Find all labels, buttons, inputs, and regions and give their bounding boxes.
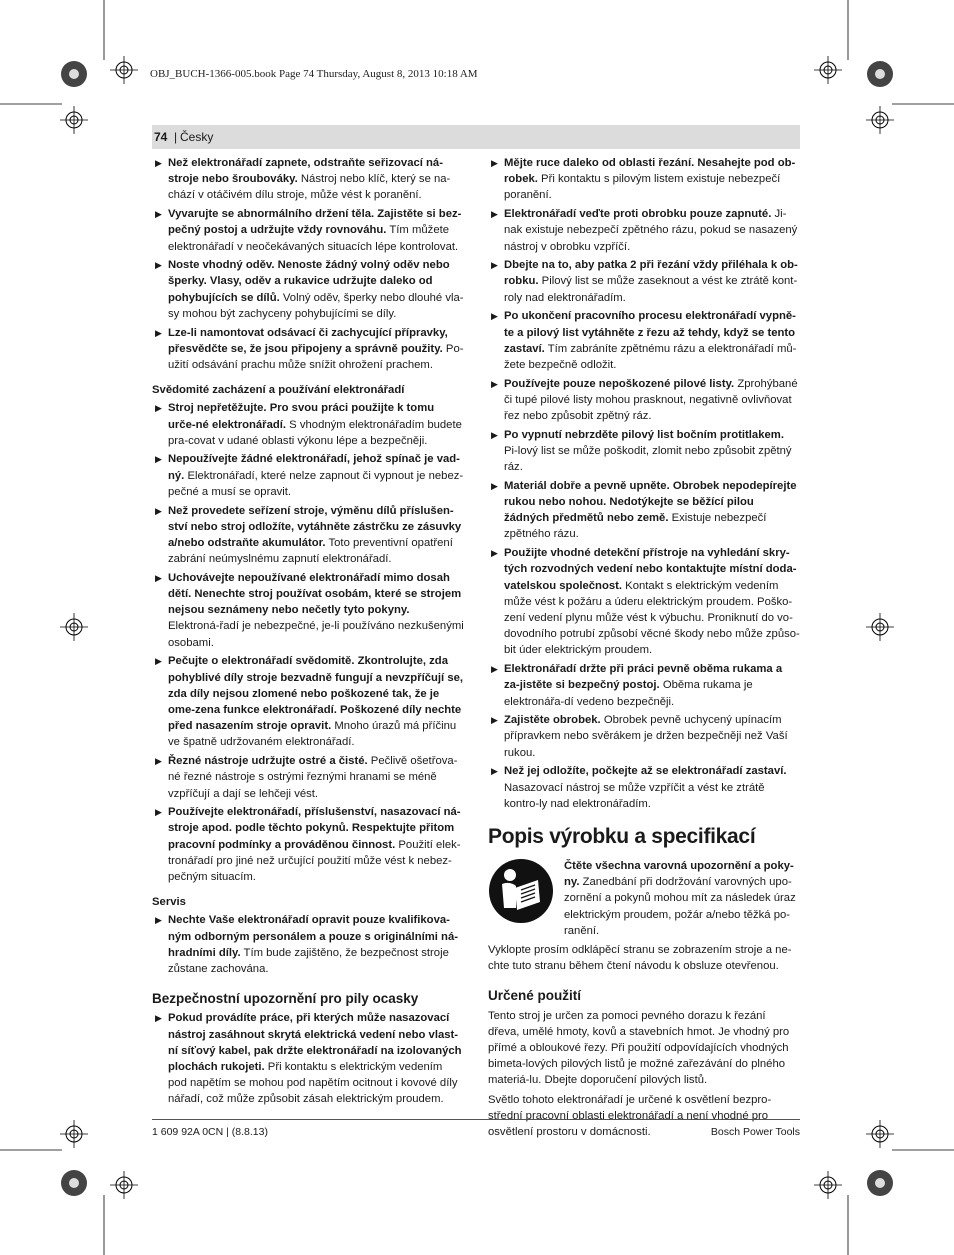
- safety-item-bold: Pokud provádíte práce, při kterých může nasazovací nástroj zasáhnout skrytá elektrická vedení nebo vlast-ní síťový kabel, pak držte elektronářadí na izolovaných plochách rukojeti.: [168, 1012, 462, 1074]
- safety-item-text: S vhodným elektronářadím budete pra-covat v udané oblasti výkonu lépe a bezpečněji.: [168, 418, 462, 447]
- bullet-arrow-icon: ▶: [155, 260, 162, 271]
- footer-rule: [152, 1119, 800, 1120]
- safety-item: [152, 503, 464, 568]
- subhead-careful-use: Svědomité zacházení a používání elektronářadí: [152, 384, 405, 397]
- safety-item-text: Pečlivě ošetřova-né řezné nástroje s ostrými řeznými hranami se méně vzpříčují a dají se lehčeji vést.: [168, 755, 458, 800]
- bullet-arrow-icon: ▶: [155, 915, 162, 926]
- safety-item-bold: Nepoužívejte žádné elektronářadí, jehož spínač je vad-ný.: [168, 453, 460, 482]
- unfold-page-text: Vyklopte prosím odklápěcí stranu se zobrazením stroje a ne-chte tuto stranu během čtení návodu k obsluze otevřenou.: [488, 943, 792, 973]
- bullet-arrow-icon: ▶: [491, 766, 498, 777]
- safety-item-text: Při kontaktu s pilovým listem existuje nebezpečí poranění.: [504, 173, 781, 202]
- safety-item-text: Elektronářadí, které nelze zapnout či vypnout je nebez-pečné a musí se opravit.: [168, 469, 464, 498]
- safety-item-text: Pi-lový list se může poškodit, zlomit nebo způsobit zpětný ráz.: [504, 444, 792, 474]
- safety-item-bold: Než elektronářadí zapnete, odstraňte seřizovací ná-stroje nebo šroubováky.: [168, 157, 443, 186]
- safety-list-saw: [488, 155, 800, 812]
- safety-item: [488, 712, 800, 761]
- safety-item: [152, 451, 464, 500]
- safety-item: [152, 325, 464, 374]
- print-slug: OBJ_BUCH-1366-005.book Page 74 Thursday, August 8, 2013 10:18 AM: [150, 68, 478, 80]
- safety-item: [152, 804, 464, 885]
- safety-item-text: Pilový list se může zaseknout a vést ke ztrátě kont-roly nad elektronářadím.: [504, 275, 798, 304]
- safety-list-d: [152, 1010, 464, 1107]
- safety-item-text: Použití elek-tronářadí pro jiné než určující použití může vést k nebez-pečným situacím.: [168, 838, 461, 884]
- safety-item-bold: Používejte elektronářadí, příslušenství, nasazovací ná-stroje apod. podle těchto pokynů. Respektujte přitom pracovní podmínky a prováděnou činnost.: [168, 806, 461, 851]
- bullet-arrow-icon: ▶: [491, 480, 498, 491]
- bullet-arrow-icon: ▶: [155, 572, 162, 583]
- read-manual-icon: [488, 858, 554, 924]
- subhead-service: Servis: [152, 896, 186, 909]
- safety-item-bold: Pečujte o elektronářadí svědomitě. Zkontrolujte, zda pohyblivé díly stroje bezvadně fungují a nevzpříčují se, zda díly nejsou zlomené nebo poškozené tak, že je ome-zena funkce elektronářadí. Poškozené díly nechte před nasazením stroje opravit.: [168, 655, 464, 733]
- safety-list-b: [152, 400, 464, 885]
- bullet-arrow-icon: ▶: [491, 429, 498, 440]
- safety-item-bold: Po ukončení pracovního procesu elektronářadí vypně-te a pilový list vytáhněte z řezu až tehdy, když se tento zastaví.: [504, 310, 796, 355]
- bullet-arrow-icon: ▶: [155, 1013, 162, 1024]
- safety-item-bold: Nechte Vaše elektronářadí opravit pouze kvalifikova-ným odborným personálem a pouze s originálními ná-hradními díly.: [168, 914, 459, 959]
- safety-item: [488, 478, 800, 543]
- safety-item: [488, 661, 800, 710]
- bullet-arrow-icon: ▶: [155, 807, 162, 818]
- bullet-arrow-icon: ▶: [491, 378, 498, 389]
- safety-item-bold: Noste vhodný oděv. Nenoste žádný volný oděv nebo šperky. Vlasy, oděv a rukavice udržujte daleko od pohybujících se dílů.: [168, 259, 450, 304]
- safety-list-c: [152, 912, 464, 977]
- bullet-arrow-icon: ▶: [155, 454, 162, 465]
- section-title-product-description: Popis výrobku a specifikací: [488, 824, 756, 848]
- warning-bold: Čtěte všechna varovná upozornění a poky-ny.: [564, 859, 794, 889]
- safety-item-bold: Než provedete seřízení stroje, výměnu dílů příslušen-ství nebo stroj odložíte, vytáhněte zástrčku ze zásuvky a/nebo odstraňte akumulátor.: [168, 504, 462, 549]
- intended-use-paragraph-1: Tento stroj je určen za pomoci pevného dorazu k řezání dřeva, umělé hmoty, kovů a stavebních hmot. Je vhodný pro přímé a obloukové řezy. Při použití odpovídajících vhodných bimeta-lových pilových listů je možné zařezávání do plného materiá-lu. Dbejte doporučení pilových listů.: [488, 1009, 790, 1087]
- intended-use-paragraph-2: Světlo tohoto elektronářadí je určené k osvětlení bezpro-střední pracovní oblasti elektronářadí a není vhodné pro osvětlení prostoru v domácnosti.: [488, 1093, 772, 1138]
- safety-item-text: Nástroj nebo klíč, který se na-chází v otáčivém dílu stroje, může vést k poranění.: [168, 173, 451, 202]
- safety-item-bold: Vyvarujte se abnormálního držení těla. Zajistěte si bez-pečný postoj a udržujte vždy rovnováhu.: [168, 208, 462, 237]
- safety-item: [488, 427, 800, 476]
- safety-item-text: Elektroná-řadí je nebezpečné, je-li používáno nezkušenými osobami.: [168, 620, 464, 649]
- bullet-arrow-icon: ▶: [491, 311, 498, 322]
- header-separator: |: [174, 130, 178, 144]
- safety-item: [488, 206, 800, 255]
- safety-item: [488, 545, 800, 658]
- warning-text: Zanedbání při dodržování varovných upo-zornění a pokynů mohou mít za následek úraz elektrickým proudem, požár a/nebo těžká po-ranění.: [564, 876, 796, 937]
- safety-item: [488, 257, 800, 306]
- safety-item: [152, 753, 464, 802]
- safety-item-text: Při kontaktu s elektrickým vedením pod napětím se mohou pod napětím ocitnout i kovové díly nářadí, což může způsobit zásah elektrickým proudem.: [168, 1061, 458, 1106]
- bullet-arrow-icon: ▶: [155, 327, 162, 338]
- bullet-arrow-icon: ▶: [155, 158, 162, 168]
- safety-item-bold: Mějte ruce daleko od oblasti řezání. Nesahejte pod ob-robek.: [504, 157, 796, 186]
- page-header: [152, 125, 800, 149]
- safety-item-bold: Elektronářadí veďte proti obrobku pouze zapnuté.: [504, 208, 772, 221]
- bullet-arrow-icon: ▶: [155, 209, 162, 220]
- header-language: Česky: [180, 130, 214, 144]
- safety-item: [152, 570, 464, 651]
- safety-item-text: Tím můžete elektronářadí v neočekávaných situacích lépe kontrolovat.: [168, 224, 459, 253]
- bullet-arrow-icon: ▶: [491, 209, 498, 220]
- safety-item: [488, 376, 800, 425]
- safety-item-bold: Uchovávejte nepoužívané elektronářadí mimo dosah dětí. Nenechte stroj používat osobám, které se strojem nejsou seznámeny nebo nečetly tyto pokyny.: [168, 571, 462, 617]
- safety-item-bold: Po vypnutí nebrzděte pilový list bočním protitlakem.: [504, 428, 784, 441]
- footer-brand: Bosch Power Tools: [710, 1126, 800, 1138]
- safety-item: [488, 155, 800, 204]
- page-number: 74: [154, 130, 168, 144]
- safety-item-text: Mnoho úrazů má příčinu ve špatně udržovaném elektronářadí.: [168, 720, 457, 749]
- safety-item-text: Zprohýbané či tupé pilové listy mohou prasknout, negativně ovlivňovat řez nebo způsobit zpětný ráz.: [504, 377, 798, 423]
- safety-item: [152, 912, 464, 977]
- bullet-arrow-icon: ▶: [491, 158, 498, 168]
- safety-item: [152, 155, 464, 204]
- safety-item-text: Oběma rukama je elektronářa-dí vedeno bezpečněji.: [504, 679, 753, 708]
- bullet-arrow-icon: ▶: [491, 548, 498, 559]
- safety-item-text: Tím bude zajištěno, že bezpečnost stroje zůstane zachována.: [168, 946, 449, 976]
- safety-item-text: Kontakt s elektrickým vedením může vést k požáru a úderu elektrickým proudem. Poško-zení vedení plynu může vést k výbuchu. Proniknutí do vo-dovodního potrubí způsobí věcné škody nebo může způso-bit úder elektrickým proudem.: [504, 579, 800, 657]
- safety-item-bold: Dbejte na to, aby patka 2 při řezání vždy přiléhala k ob-robku.: [504, 259, 798, 288]
- bullet-arrow-icon: ▶: [491, 715, 498, 726]
- bullet-arrow-icon: ▶: [155, 656, 162, 667]
- safety-item-text: Ji-nak existuje nebezpečí zpětného rázu, pokud se nasazený nástroj v obrobku vzpříčí.: [504, 208, 798, 253]
- safety-item-bold: Elektronářadí držte při práci pevně oběma rukama a za-jistěte si bezpečný postoj.: [504, 663, 783, 692]
- safety-item: [488, 763, 800, 812]
- safety-item: [152, 400, 464, 449]
- safety-item-bold: Používejte pouze nepoškozené pilové listy.: [504, 377, 735, 390]
- safety-item-text: Toto preventivní opatření zabrání neúmyslnému zapnutí elektronářadí.: [168, 536, 453, 566]
- safety-item-text: Nasazovací nástroj se může vzpříčit a vést ke ztrátě kontro-ly nad elektronářadím.: [504, 781, 765, 810]
- safety-item-bold: Stroj nepřetěžujte. Pro svou práci použijte k tomu urče-né elektronářadí.: [168, 402, 435, 431]
- safety-item-text: Tím zabráníte zpětnému rázu a elektronářadí mů-žete bezpečně odložit.: [504, 342, 797, 371]
- safety-item-bold: Zajistěte obrobek.: [504, 714, 601, 727]
- safety-item-bold: Lze-li namontovat odsávací či zachycující přípravky, přesvědčte se, že jsou připojeny a správně použity.: [168, 326, 448, 355]
- bullet-arrow-icon: ▶: [155, 756, 162, 767]
- safety-item: [152, 257, 464, 322]
- safety-item-text: Existuje nebezpečí zpětného rázu.: [504, 512, 767, 541]
- footer-document-number: 1 609 92A 0CN | (8.8.13): [152, 1126, 268, 1138]
- safety-item-text: Po-užití odsávání prachu může snížit ohrožení prachem.: [168, 342, 464, 371]
- left-column: [152, 155, 464, 1110]
- safety-item-bold: Použijte vhodné detekční přístroje na vyhledání skry-tých rozvodných vedení nebo kontaktujte místní doda-vatelskou společnost.: [504, 547, 797, 592]
- safety-item-bold: Než jej odložíte, počkejte až se elektronářadí zastaví.: [504, 765, 787, 778]
- safety-item: [152, 206, 464, 255]
- right-column: [488, 155, 800, 1143]
- safety-item: [488, 308, 800, 373]
- bullet-arrow-icon: ▶: [155, 403, 162, 414]
- safety-item-text: Obrobek pevně uchycený upínacím přípravkem nebo svěrákem je držen bezpečněji než Vaší rukou.: [504, 714, 788, 759]
- safety-item: [152, 653, 464, 750]
- safety-item: [152, 1010, 464, 1107]
- bullet-arrow-icon: ▶: [155, 505, 162, 516]
- subhead-saw-safety: Bezpečnostní upozornění pro pily ocasky: [152, 991, 419, 1007]
- safety-item-text: Volný oděv, šperky nebo dlouhé vla-sy mohou být zachyceny pohybujícími se díly.: [168, 291, 464, 320]
- safety-item-bold: Řezné nástroje udržujte ostré a čisté.: [168, 755, 368, 768]
- safety-list-a: [152, 155, 464, 373]
- read-instructions-warning: [488, 858, 800, 939]
- subhead-intended-use: Určené použití: [488, 988, 582, 1004]
- bullet-arrow-icon: ▶: [491, 260, 498, 271]
- safety-item-bold: Materiál dobře a pevně upněte. Obrobek nepodepírejte rukou nebo nohou. Nedotýkejte se běžící pilou žádných předmětů nebo země.: [504, 479, 797, 525]
- bullet-arrow-icon: ▶: [491, 664, 498, 675]
